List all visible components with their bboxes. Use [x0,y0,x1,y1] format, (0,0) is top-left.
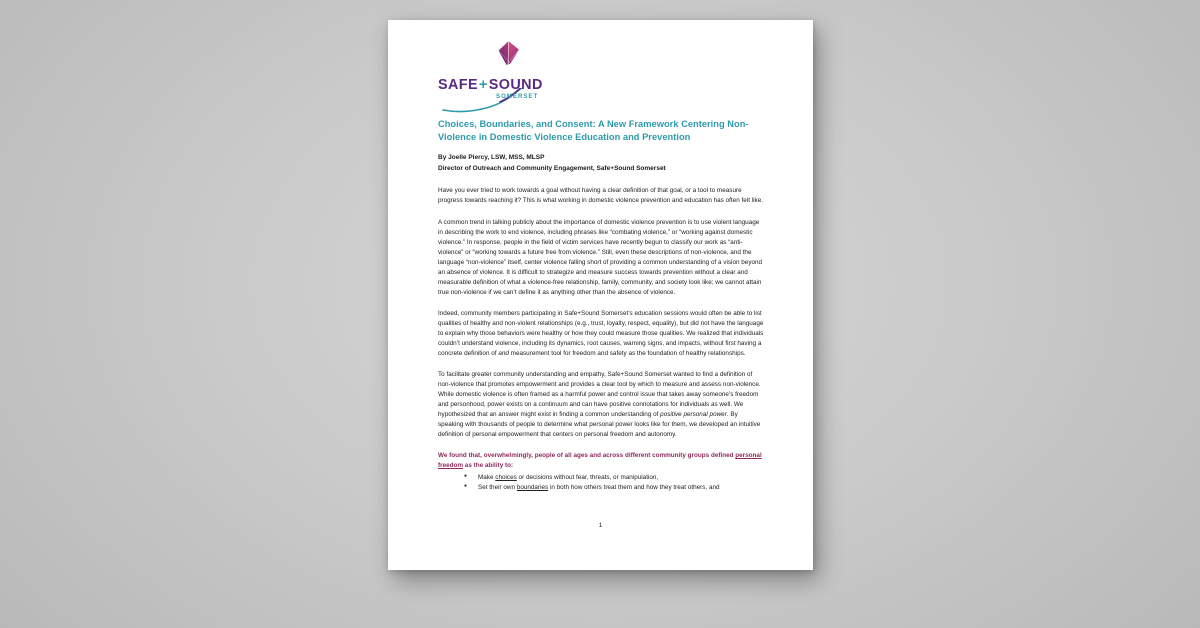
highlight-term-personal-freedom: personal freedom [438,452,762,470]
page-title: Choices, Boundaries, and Consent: A New Framework Centering Non-Violence in Domestic Violence Education and Prevention [438,119,749,143]
highlighted-definition-paragraph [438,451,764,471]
page-number: 1 [598,522,603,529]
paragraph-4-text-after: . By speaking with thousands of people to determine what personal power looks like for them, we developed an intuitive definition of personal empowerment that centers on personal freedom and autonomy. [438,411,761,439]
bullet-2-text-after: in both how others treat them and how they treat others, and [548,483,720,491]
bullet-term-choices: choices [495,473,517,481]
logo-plus-icon: + [478,77,488,93]
logo-wordmark [438,78,548,92]
bullet-1-text-after: or decisions without fear, threats, or manipulation, [516,473,659,481]
bullet-1-text-before: Make [478,473,496,481]
paragraph-3-text-after: measurement tool for freedom and safety as the foundation of healthy relationships. [508,350,746,358]
paragraph-2: A common trend in talking publicly about the importance of domestic violence prevention is to use violent language in describing the work to end violence, including phrases like “combating violence,” or “working against domestic violence.” In response, people in the field of victim services have recently begun to classify our work as “anti-violence” or “working towards a future free from violence.” Still, even these descriptions of non-violence, and the language “non-violence” itself, center violence falling short of providing a common understanding of a vision beyond an absence of violence. It is difficult to strategize and measure success towards prevention without a clear and measurable definition of what a violence-free relationship, family, community, and society look like; we cannot attain true non-violence if we can’t define it as anything other than the absence of violence. [438,218,763,296]
bullet-term-boundaries: boundaries [516,483,549,491]
logo-word-safe: SAFE [438,77,478,93]
paragraph-3-text-before: Indeed, community members participating in Safe+Sound Somerset’s education sessions would often be able to list qualities of healthy and non-violent relationships (e.g., trust, loyalty, respect, equality), but did not have the language to explain why those behaviors were healthy or how they could measure those qualities. We realized that individuals couldn’t understand violence, including its dynamics, root causes, warning signs, and impacts, without first having a concrete definition of [438,309,764,358]
paragraph-4 [438,370,764,440]
bullet-2-text-before: Set their own [478,483,517,491]
article-body [438,118,764,493]
definition-bullet-list [438,473,764,494]
byline-author: By Joelle Piercy, LSW, MSS, MLSP [438,154,545,162]
highlight-text-before: We found that, overwhelmingly, people of all ages and across different community groups defined [438,452,736,460]
logo-word-somerset: SOMERSET [496,93,539,100]
list-item [464,483,764,493]
paragraph-4-emphasis: positive personal power [660,411,727,419]
logo-word-sound: SOUND [488,77,543,93]
list-item [464,473,764,483]
document-page [388,20,813,570]
byline [438,153,764,174]
paragraph-3-emphasis: and [498,350,509,358]
kite-logo-icon [495,40,521,72]
paragraph-4-text-before: To facilitate greater community understanding and empathy, Safe+Sound Somerset wanted to find a definition of non-violence that promotes empowerment and provides a clear tool by which to measure and assess non-violence. While domestic violence is often framed as a harmful power and control issue that takes away someone’s freedom and personhood, power exists on a continuum and can have positive connotations for individuals as well. We hypothesized that an answer might exist in finding a common understanding of [438,371,761,419]
paragraph-3 [438,309,764,359]
paragraph-1: Have you ever tried to work towards a goal without having a clear definition of that goal, or a tool to measure progress towards reaching it? This is what working in domestic violence prevention and education has often felt like. [438,187,763,205]
organization-logo [438,40,548,122]
highlight-text-after: as the ability to: [463,462,514,470]
byline-role: Director of Outreach and Community Engagement, Safe+Sound Somerset [438,164,666,172]
